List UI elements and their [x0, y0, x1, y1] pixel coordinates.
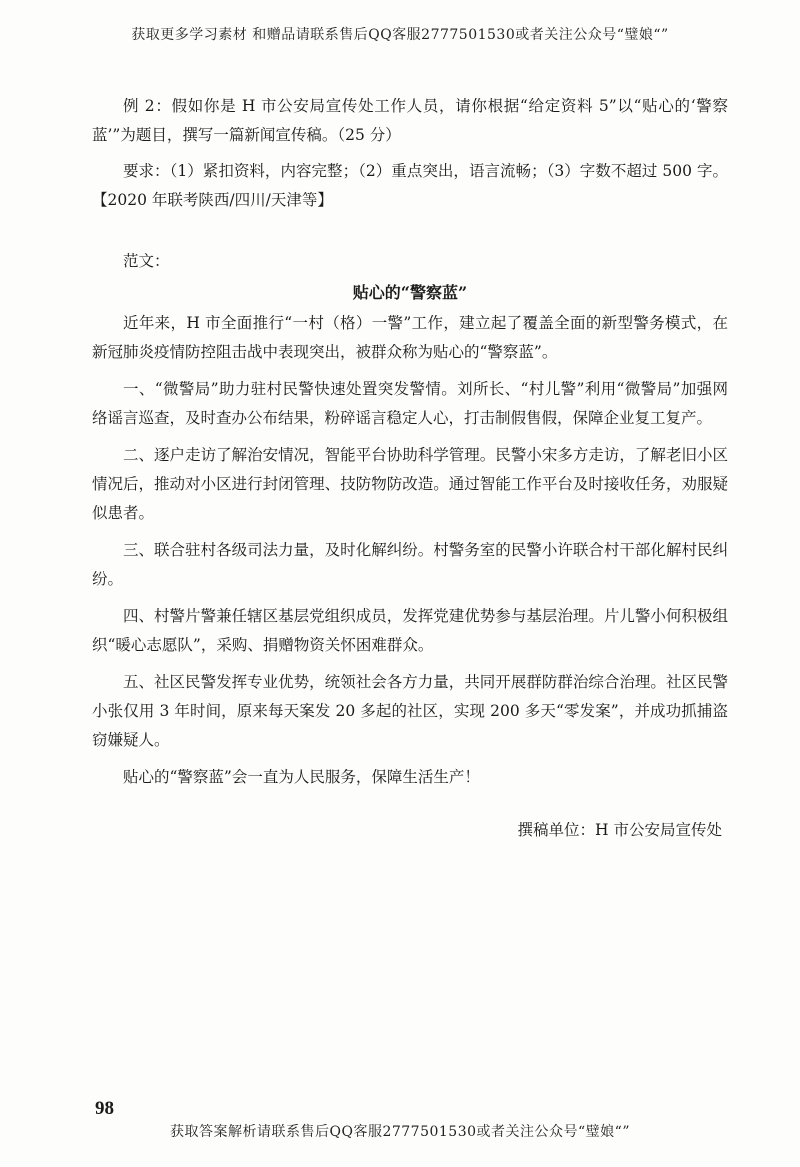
article-paragraph-point-2: 二、逐户走访了解治安情况，智能平台协助科学管理。民警小宋多方走访，了解老旧小区情况后，推动对小区进行封闭管理、技防物防改造。通过智能工作平台及时接收任务，劝服疑似患者。	[92, 446, 728, 522]
article-paragraph-point-5: 五、社区民警发挥专业优势，统领社会各方力量，共同开展群防群治综合治理。社区民警小张仅用 3 年时间，原来每天案发 20 多起的社区，实现 200 多天“零发案”，并成功抓捕盗窃嫌疑人。	[92, 673, 728, 749]
question-prompt: 例 2：假如你是 H 市公安局宣传处工作人员，请你根据“给定资料 5”以“贴心的‘警察蓝’”为题目，撰写一篇新闻宣传稿。（25 分）	[92, 97, 728, 144]
page-number: 98	[95, 1098, 114, 1119]
question-requirements: 要求：（1）紧扣资料，内容完整；（2）重点突出，语言流畅；（3）字数不超过 500 字。【2020 年联考陕西/四川/天津等】	[92, 162, 728, 209]
article-title: 贴心的“警察蓝”	[352, 283, 468, 302]
article-paragraph-point-1: 一、“微警局”助力驻村民警快速处置突发警情。刘所长、“村儿警”利用“微警局”加强网络谣言巡查，及时查办公布结果，粉碎谣言稳定人心，打击制假售假，保障企业复工复产。	[92, 380, 728, 427]
footer-note: 获取答案解析请联系售后QQ客服2777501530或者关注公众号“璧娘“”	[170, 1124, 630, 1140]
header-note: 获取更多学习素材 和赠品请联系售后QQ客服2777501530或者关注公众号“璧娘“”	[131, 27, 669, 43]
article-body	[92, 309, 728, 792]
article-paragraph-point-3: 三、联合驻村各级司法力量，及时化解纠纷。村警务室的民警小许联合村干部化解村民纠纷。	[92, 541, 728, 588]
article-paragraph-intro: 近年来，H 市全面推行“一村（格）一警”工作，建立起了覆盖全面的新型警务模式，在新冠肺炎疫情防控阻击战中表现突出，被群众称为贴心的“警察蓝”。	[92, 314, 728, 361]
page-content	[92, 92, 728, 845]
article-paragraph-conclusion: 贴心的“警察蓝”会一直为人民服务，保障生活生产！	[123, 768, 480, 786]
article-signature: 撰稿单位：H 市公安局宣传处	[517, 821, 722, 839]
article-paragraph-point-4: 四、村警片警兼任辖区基层党组织成员，发挥党建优势参与基层治理。片儿警小何积极组织“暖心志愿队”，采购、捐赠物资关怀困难群众。	[92, 607, 728, 654]
sample-essay-label: 范文：	[123, 252, 170, 270]
